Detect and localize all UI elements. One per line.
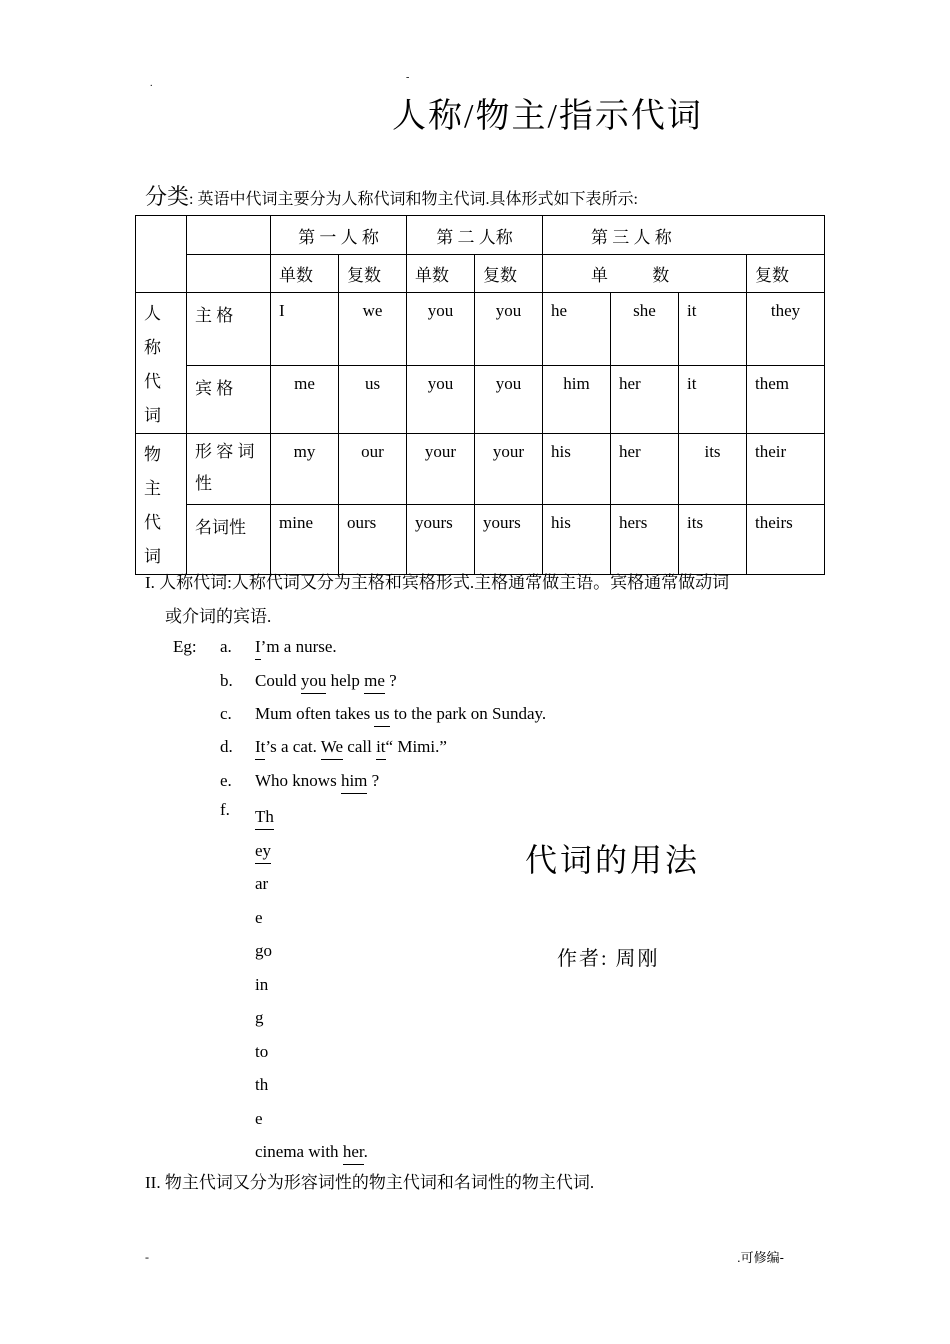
subtitle: 代词的用法	[525, 842, 701, 878]
table-cell: us	[339, 365, 407, 433]
blank-header-cell	[187, 255, 271, 293]
number-header: 复数	[747, 255, 825, 293]
table-cell: his	[543, 434, 611, 505]
table-cell: its	[679, 434, 747, 505]
number-header: 复数	[339, 255, 407, 293]
example-text: Mum often takes us to the park on Sunday.	[255, 704, 546, 724]
table-cell: you	[407, 365, 475, 433]
first-person-header: 第 一 人 称	[271, 216, 407, 255]
fragment-line: ey	[255, 834, 368, 868]
fragment-line: to	[255, 1041, 269, 1061]
table-cell: he	[543, 293, 611, 366]
table-cell: mine	[271, 505, 339, 575]
table-cell: its	[679, 505, 747, 575]
number-header: 单数	[407, 255, 475, 293]
case-label: 名词性	[187, 505, 271, 575]
fragment-line: e	[255, 907, 263, 927]
table-cell: you	[475, 365, 543, 433]
number-header: 复数	[475, 255, 543, 293]
pronoun-table	[135, 215, 825, 575]
case-label: 主 格	[187, 293, 271, 366]
corner-cell	[136, 216, 187, 293]
author-line: 作者: 周刚	[557, 948, 660, 970]
table-cell: them	[747, 365, 825, 433]
table-cell: him	[543, 365, 611, 433]
fragment-line: go	[255, 941, 272, 960]
fragment-line: e	[255, 1108, 263, 1128]
case-label: 形 容 词性	[187, 434, 271, 505]
table-cell: you	[407, 293, 475, 366]
number-header: 单 数	[543, 255, 747, 293]
section-1	[145, 566, 815, 634]
example-text: Could you help me ?	[255, 671, 397, 691]
footer-right: .可修编-	[737, 1250, 784, 1265]
footer-left: -	[145, 1250, 149, 1264]
intro-label: 分类	[145, 184, 190, 209]
table-cell: she	[611, 293, 679, 366]
fragment-line: Th	[255, 800, 368, 834]
page-title: 人称/物主/指示代词	[392, 98, 703, 135]
number-header: 单数	[271, 255, 339, 293]
fragment-line: g	[255, 1008, 264, 1027]
section-1-text-cont: 或介词的宾语.	[165, 607, 272, 626]
table-cell: it	[679, 365, 747, 433]
section-label-possessive: 物 主 代 词	[136, 434, 187, 575]
fragment-line: ar	[255, 874, 269, 893]
second-person-header: 第 二 人称	[407, 216, 543, 255]
table-cell: you	[475, 293, 543, 366]
intro-line	[145, 180, 638, 211]
table-cell: they	[747, 293, 825, 366]
table-cell: her	[611, 434, 679, 505]
table-cell: I	[271, 293, 339, 366]
third-person-header: 第 三 人 称	[543, 216, 825, 255]
header-mark-center: -	[406, 72, 410, 83]
table-cell: his	[543, 505, 611, 575]
example-f-fragments	[255, 800, 368, 1169]
table-cell: we	[339, 293, 407, 366]
table-cell: their	[747, 434, 825, 505]
table-cell: hers	[611, 505, 679, 575]
table-cell: my	[271, 434, 339, 505]
intro-text: : 英语中代词主要分为人称代词和物主代词.具体形式如下表所示:	[189, 191, 638, 208]
section-2: II. 物主代词又分为形容词性的物主代词和名词性的物主代词.	[145, 1173, 595, 1192]
section-label-personal: 人 称 代 词	[136, 293, 187, 434]
table-cell: our	[339, 434, 407, 505]
table-cell: theirs	[747, 505, 825, 575]
example-text: Who knows him ?	[255, 771, 379, 791]
table-cell: her	[611, 365, 679, 433]
table-cell: your	[407, 434, 475, 505]
fragment-line: cinema with her.	[255, 1135, 368, 1169]
table-cell: yours	[407, 505, 475, 575]
table-cell: me	[271, 365, 339, 433]
section-1-number: I.	[145, 573, 155, 592]
section-1-text: 人称代词:人称代词又分为主格和宾格形式.主格通常做主语。宾格通常做动词	[159, 573, 730, 592]
fragment-line: in	[255, 974, 269, 994]
table-cell: it	[679, 293, 747, 366]
table-cell: your	[475, 434, 543, 505]
example-text: It’s a cat. We call it“ Mimi.”	[255, 737, 447, 757]
example-text: I’m a nurse.	[255, 637, 337, 657]
table-cell: yours	[475, 505, 543, 575]
table-cell: ours	[339, 505, 407, 575]
blank-header-cell	[187, 216, 271, 255]
case-label: 宾 格	[187, 365, 271, 433]
fragment-line: th	[255, 1075, 269, 1094]
eg-label: Eg:	[173, 637, 197, 656]
header-mark-left: .	[150, 78, 153, 89]
